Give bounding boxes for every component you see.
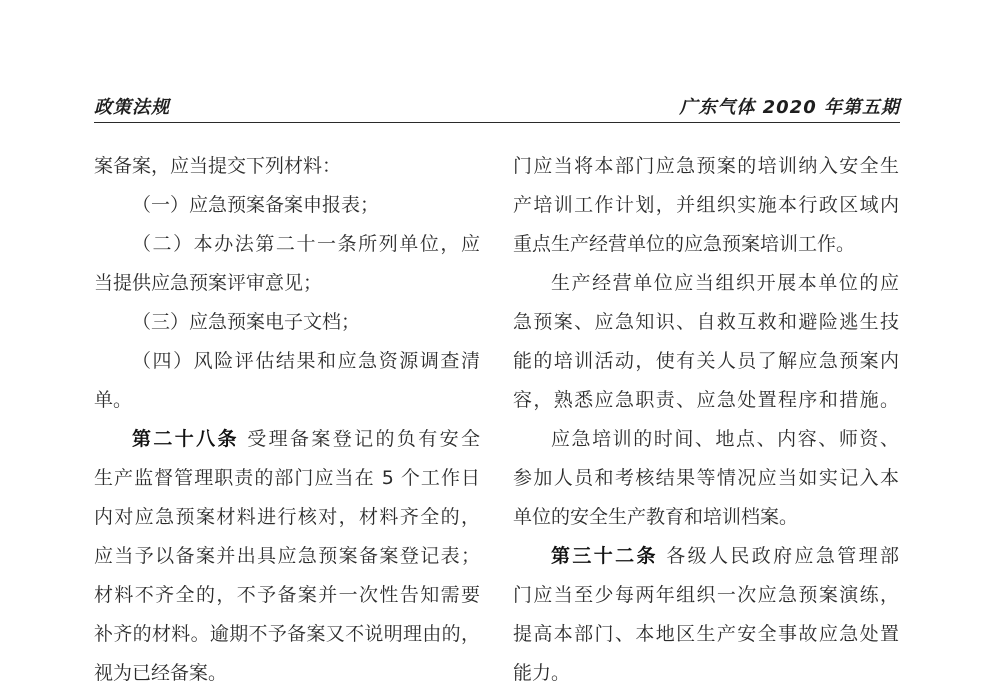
text-line: 容，熟悉应急职责、应急处置程序和措施。 [513, 389, 899, 411]
text-line: 材料不齐全的，不予备案并一次性告知需要 [94, 584, 480, 606]
text-line: 视为已经备案。 [94, 662, 228, 684]
text-line: 能的培训活动，使有关人员了解应急预案内 [513, 350, 899, 372]
text-line: （三）应急预案电子文档； [132, 311, 361, 333]
section-title: 政策法规 [94, 97, 170, 118]
text-line: 应当予以备案并出具应急预案备案登记表； [94, 545, 480, 567]
text-line: 门应当将本部门应急预案的培训纳入安全生 [513, 155, 899, 177]
text-line: 参加人员和考核结果等情况应当如实记入本 [513, 467, 899, 489]
text-line: 急预案、应急知识、自救互救和避险逃生技 [513, 311, 899, 333]
text-line: （二）本办法第二十一条所列单位，应 [132, 233, 480, 255]
text-line: 补齐的材料。逾期不予备案又不说明理由的， [94, 623, 480, 645]
text-line: 案备案，应当提交下列材料： [94, 155, 342, 177]
article-number: 第二十八条 [132, 428, 239, 450]
text-line: 提高本部门、本地区生产安全事故应急处置 [513, 623, 899, 645]
page-header [94, 90, 900, 123]
text-line: 应急培训的时间、地点、内容、师资、 [551, 428, 899, 450]
article-number: 第三十二条 [551, 545, 658, 567]
text-line: 重点生产经营单位的应急预案培训工作。 [513, 233, 856, 255]
text-line: （四）风险评估结果和应急资源调查清 [132, 350, 480, 372]
right-column [513, 147, 899, 693]
text-line: （一）应急预案备案申报表； [132, 194, 380, 216]
text-line: 内对应急预案材料进行核对，材料齐全的， [94, 506, 480, 528]
text-line: 能力。 [513, 662, 571, 684]
text-line: 生产经营单位应当组织开展本单位的应 [551, 272, 899, 294]
text-line: 产培训工作计划，并组织实施本行政区域内 [513, 194, 899, 216]
text-line: 单。 [94, 389, 133, 411]
text-line: 当提供应急预案评审意见； [94, 272, 323, 294]
left-column [94, 147, 480, 693]
header-rule [94, 122, 900, 123]
issue-title: 广东气体 2020 年第五期 [679, 97, 900, 118]
text-line: 单位的安全生产教育和培训档案。 [513, 506, 799, 528]
text-line: 门应当至少每两年组织一次应急预案演练， [513, 584, 899, 606]
text-line: 生产监督管理职责的部门应当在 5 个工作日 [94, 467, 480, 489]
text-line: 第三十二条 各级人民政府应急管理部 [551, 545, 899, 567]
text-line: 第二十八条 受理备案登记的负有安全 [132, 428, 480, 450]
